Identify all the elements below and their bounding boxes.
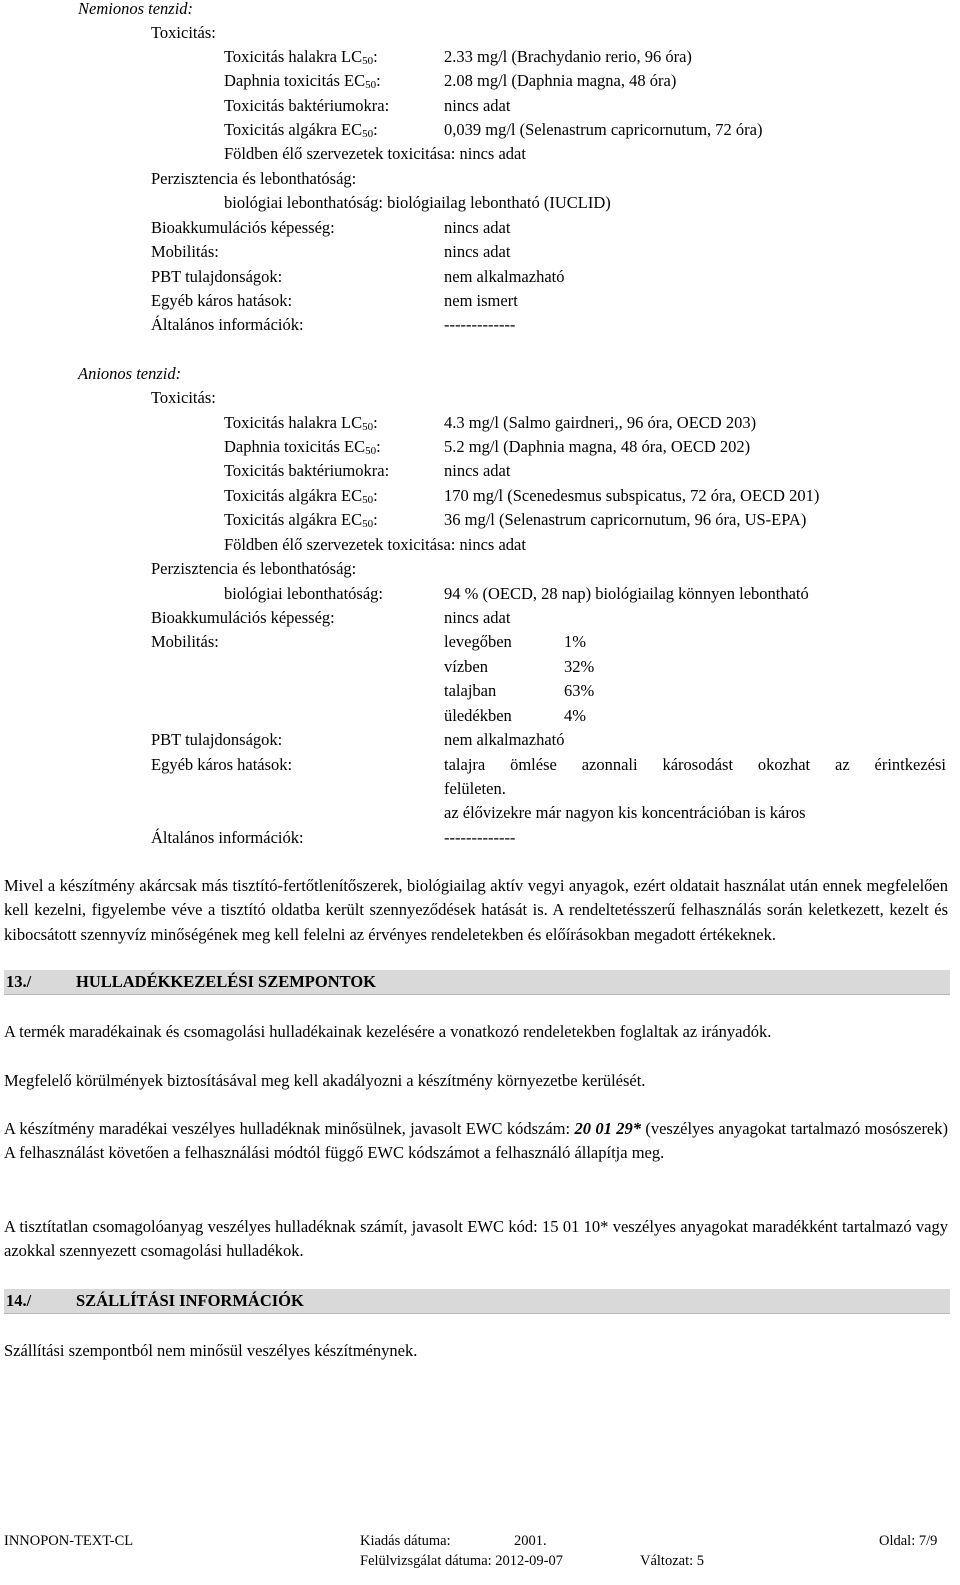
summary-paragraph: Mivel a készítmény akárcsak más tisztító-fertőtlenítőszerek, biológiailag aktív vegyi anyagok, ezért oldatait használat után ennek megfelelően kell kezelni, figyelembe véve a tisztító oldatba került szennyeződések hatását is. A rendeltetésszerű felhasználás során keletkezett, kezelt és kibocsátott szennyvíz minőségének meg kell felelni az érvényes rendeletekben és előírásokban megadott értékeknek. xyxy=(4,876,948,944)
anionic-algae1-label: Toxicitás algákra $EC_{50}$: xyxy=(224,486,378,506)
section-14-header xyxy=(4,1289,950,1314)
anionic-daphnia-value: 5.2 mg/l (Daphnia magna, 48 óra, OECD 202) xyxy=(444,437,751,456)
mobility-medium: üledékben xyxy=(444,706,512,725)
anionic-algae2-value: 36 mg/l (Selenastrum capricornutum, 96 óra, US-EPA) xyxy=(444,510,807,529)
section-13-paragraph-2: Megfelelő körülmények biztosításával meg kell akadályozni a készítmény környezetbe kerülését. xyxy=(4,1071,646,1090)
ewc-code: 20 01 29* xyxy=(574,1119,641,1138)
anionic-toxicity-heading: Toxicitás: xyxy=(151,388,216,407)
section-14-title: SZÁLLÍTÁSI INFORMÁCIÓK xyxy=(76,1291,304,1310)
footer-issue-label: Kiadás dátuma: xyxy=(360,1533,451,1549)
section-14-number: 14./ xyxy=(6,1291,32,1310)
anionic-mobility-label: Mobilitás: xyxy=(151,632,219,651)
section-13-paragraph-3: A készítmény maradékai veszélyes hulladéknak minősülnek, javasolt EWC kódszám: 20 01 29* (veszélyes anyagokat tartalmazó mosószerek) A felhasználást követően a felhasználási módtól függő EWC kódszámot a felhasználó állapítja meg. xyxy=(4,1119,949,1163)
mobility-percent: 32% xyxy=(564,657,595,676)
mobility-percent: 63% xyxy=(564,681,595,700)
section-13-number: 13./ xyxy=(6,972,32,991)
anionic-bacteria-label: Toxicitás baktériumokra: xyxy=(224,461,390,480)
section-13-paragraph-4: A tisztítatlan csomagolóanyag veszélyes hulladéknak számít, javasolt EWC kód: 15 01 10* veszélyes anyagokat maradékként tartalmazó vagy azokkal szennyezett csomagolási hulladékok. xyxy=(4,1217,948,1261)
nonionic-fish-value: 2.33 mg/l (Brachydanio rerio, 96 óra) xyxy=(444,47,692,66)
nonionic-mobility-value: nincs adat xyxy=(444,242,511,261)
anionic-daphnia-label: Daphnia toxicitás $EC_{50}$: xyxy=(224,437,381,457)
anionic-algae1-value: 170 mg/l (Scenedesmus subspicatus, 72 óra, OECD 201) xyxy=(444,486,820,505)
footer-page: Oldal: 7/9 xyxy=(879,1533,938,1549)
anionic-bacteria-value: nincs adat xyxy=(444,461,511,480)
nonionic-bacteria-value: nincs adat xyxy=(444,96,511,115)
nonionic-biodeg-line: biológiai lebonthatóság: biológiailag lebontható (IUCLID) xyxy=(224,193,611,212)
nonionic-daphnia-value: 2.08 mg/l (Daphnia magna, 48 óra) xyxy=(444,71,677,90)
footer-review-date: Felülvizsgálat dátuma: 2012-09-07 xyxy=(360,1553,563,1569)
mobility-medium: talajban xyxy=(444,681,497,700)
anionic-pbt-value: nem alkalmazható xyxy=(444,730,565,749)
anionic-heading: Anionos tenzid: xyxy=(78,364,182,383)
nonionic-pbt-label: PBT tulajdonságok: xyxy=(151,267,283,286)
anionic-fish-value: 4.3 mg/l (Salmo gairdneri,, 96 óra, OECD 203) xyxy=(444,413,757,432)
anionic-soil-line: Földben élő szervezetek toxicitása: nincs adat xyxy=(224,535,526,554)
nonionic-general-label: Általános információk: xyxy=(151,315,304,334)
nonionic-persistence-label: Perzisztencia és lebonthatóság: xyxy=(151,169,357,188)
section-13-paragraph-1: A termék maradékainak és csomagolási hulladékainak kezelésére a vonatkozó rendeletekben foglaltak az irányadók. xyxy=(4,1022,772,1041)
footer-issue-year: 2001. xyxy=(514,1533,547,1549)
nonionic-pbt-value: nem alkalmazható xyxy=(444,267,565,286)
anionic-general-label: Általános információk: xyxy=(151,828,304,847)
mobility-percent: 4% xyxy=(564,706,586,725)
anionic-general-value: ------------- xyxy=(444,828,516,847)
nonionic-bioacc-label: Bioakkumulációs képesség: xyxy=(151,218,335,237)
anionic-bioacc-label: Bioakkumulációs képesség: xyxy=(151,608,335,627)
nonionic-other-value: nem ismert xyxy=(444,291,518,310)
anionic-fish-label: Toxicitás halakra $LC_{50}$: xyxy=(224,413,378,433)
nonionic-heading: Nemionos tenzid: xyxy=(78,0,194,18)
nonionic-other-label: Egyéb káros hatások: xyxy=(151,291,293,310)
nonionic-bacteria-label: Toxicitás baktériumokra: xyxy=(224,96,390,115)
anionic-other-value-2: felületen. xyxy=(444,779,506,798)
anionic-biodeg-label: biológiai lebonthatóság: xyxy=(224,584,384,603)
section-14-paragraph-1: Szállítási szempontból nem minősül veszélyes készítménynek. xyxy=(4,1341,418,1360)
anionic-other-label: Egyéb káros hatások: xyxy=(151,755,293,774)
anionic-bioacc-value: nincs adat xyxy=(444,608,511,627)
footer-product: INNOPON-TEXT-CL xyxy=(4,1533,134,1549)
nonionic-fish-label: Toxicitás halakra $LC_{50}$: xyxy=(224,47,378,67)
nonionic-soil-line: Földben élő szervezetek toxicitása: nincs adat xyxy=(224,144,526,163)
anionic-persistence-label: Perzisztencia és lebonthatóság: xyxy=(151,559,357,578)
anionic-other-value-3: az élővizekre már nagyon kis koncentrációban is káros xyxy=(444,803,806,822)
nonionic-mobility-label: Mobilitás: xyxy=(151,242,219,261)
anionic-algae2-label: Toxicitás algákra $EC_{50}$: xyxy=(224,510,378,530)
section-13-header xyxy=(4,970,950,995)
nonionic-daphnia-label: Daphnia toxicitás $EC_{50}$: xyxy=(224,71,381,91)
mobility-medium: vízben xyxy=(444,657,488,676)
nonionic-general-value: ------------- xyxy=(444,315,516,334)
nonionic-toxicity-heading: Toxicitás: xyxy=(151,23,216,42)
section-13-title: HULLADÉKKEZELÉSI SZEMPONTOK xyxy=(76,972,376,991)
footer-version: Változat: 5 xyxy=(640,1553,705,1569)
mobility-percent: 1% xyxy=(564,632,586,651)
anionic-pbt-label: PBT tulajdonságok: xyxy=(151,730,283,749)
mobility-medium: levegőben xyxy=(444,632,512,651)
nonionic-algae-value: 0,039 mg/l (Selenastrum capricornutum, 72 óra) xyxy=(444,120,763,139)
anionic-other-value-1: talajra ömlése azonnali károsodást okozhat az érintkezési xyxy=(444,755,946,774)
nonionic-bioacc-value: nincs adat xyxy=(444,218,511,237)
anionic-biodeg-value: 94 % (OECD, 28 nap) biológiailag könnyen lebontható xyxy=(444,584,809,603)
nonionic-algae-label: Toxicitás algákra $EC_{50}$: xyxy=(224,120,378,140)
